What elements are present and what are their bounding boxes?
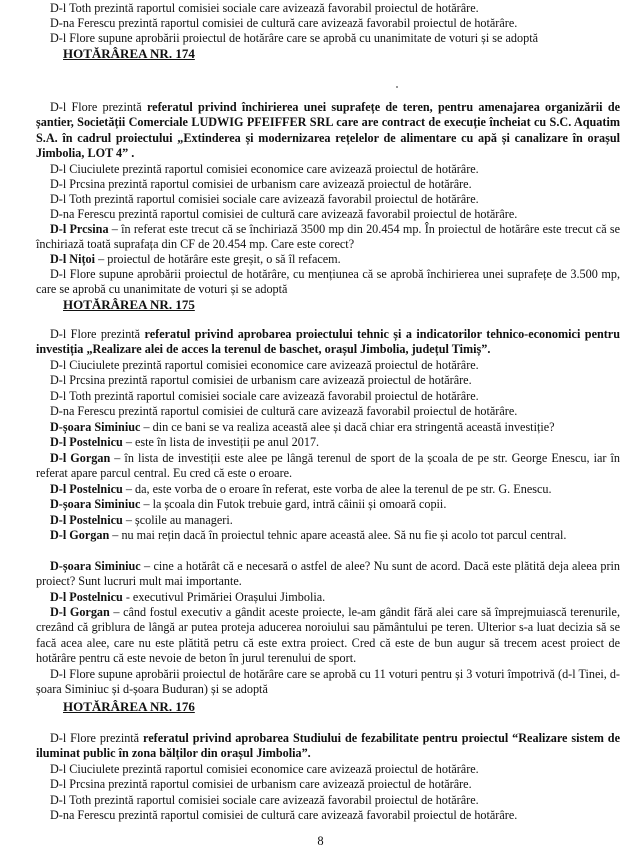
report-line: D-l Ciuciulete prezintă raportul comisiei economice care avizează proiectul de hotărâre. — [50, 358, 479, 372]
vote-paragraph: D-l Flore supune aprobării proiectul de hotărâre, cu mențiunea că se aprobă închirierea unei suprafețe de 3.500 mp, care se aprobă cu unanimitate de voturi și se adoptă — [36, 267, 620, 297]
dialogue-line: D-șoara Siminiuc – la școala din Futok trebuie gard, intră câinii și omoară copii. — [50, 497, 447, 511]
speaker: D-l Nițoi — [50, 252, 96, 266]
decision-heading: HOTĂRÂREA NR. 175 — [63, 297, 195, 312]
report-line: D-na Ferescu prezintă raportul comisiei de cultură care avizează favorabil proiectul de hotărâre. — [50, 404, 518, 418]
dialogue-line: D-l Prcsina – în referat este trecut că se închiriază 3500 mp din 20.454 mp. În proiectul de hotărâre este trecut că se închiriază toată suprafața din CF de 20.454 mp. Care este corect? — [36, 222, 621, 252]
dialogue-line: D-l Postelnicu - executivul Primăriei Orașului Jimbolia. — [50, 590, 326, 604]
report-line: D-l Prcsina prezintă raportul comisiei de urbanism care avizează proiectul de hotărâre. — [50, 777, 472, 791]
dialogue-line: D-șoara Siminiuc – din ce bani se va realiza această alee și dacă chiar era stringentă această investiție? — [50, 420, 555, 434]
report-line: D-l Toth prezintă raportul comisiei sociale care avizează favorabil proiectul de hotărâre. — [50, 389, 479, 403]
referat-paragraph: D-l Flore prezintă referatul privind aprobarea Studiului de fezabilitate pentru proiectul “Realizare sistem de iluminat public în zona bălților din orașul Jimbolia”. — [36, 731, 620, 761]
speaker: D-l Gorgan — [50, 528, 110, 542]
report-line: D-l Prcsina prezintă raportul comisiei de urbanism care avizează proiectul de hotărâre. — [50, 177, 472, 191]
speaker: D-șoara Siminiuc — [50, 559, 141, 573]
dialogue-line: D-l Gorgan – nu mai rețin dacă în proiectul tehnic apare această alee. Să nu fie și acolo tot parcul central. — [50, 528, 567, 542]
report-line: D-na Ferescu prezintă raportul comisiei de cultură care avizează favorabil proiectul de hotărâre. — [50, 207, 518, 221]
speaker: D-l Gorgan — [50, 451, 111, 465]
paragraph: D-l Flore supune aprobării proiectul de hotărâre care se aprobă cu unanimitate de voturi și se adoptă — [50, 31, 538, 45]
speaker: D-l Postelnicu — [50, 482, 123, 496]
dialogue-line: D-l Gorgan – în lista de investiții este alee pe lângă terenul de sport de la școala de pe str. George Enescu, iar în referat apare parcul central. Eu cred că este o eroare. — [36, 451, 620, 481]
report-line: D-l Ciuciulete prezintă raportul comisiei economice care avizează proiectul de hotărâre. — [50, 762, 479, 776]
speaker: D-l Postelnicu — [50, 435, 123, 449]
dialogue-line: D-l Gorgan – când fostul executiv a gândit aceste proiecte, le-am gândit fără alei care să împrejmuiască terenurile, crezând că griblura de lângă ar putea proteja aducerea noroiului sau pământului pe teren. Ulterior s-a luat decizia să se facă acea alee, care nu este plătită petru că este extra proiect. Cred că este de bun augur să trecem acest proiect de hotărâre pentru că este nevoie de beton în jurul terenului de sport. — [36, 605, 620, 666]
paragraph: D-na Ferescu prezintă raportul comisiei de cultură care avizează favorabil proiectul de hotărâre. — [50, 16, 518, 30]
decision-heading: HOTĂRÂREA NR. 176 — [63, 699, 195, 714]
report-line: D-na Ferescu prezintă raportul comisiei de cultură care avizează favorabil proiectul de hotărâre. — [50, 808, 518, 822]
referat-paragraph: D-l Flore prezintă referatul privind aprobarea proiectului tehnic și a indicatorilor tehnico-economici pentru investiția „Realizare alei de acces la terenul de baschet, orașul Jimbolia, județul Timiș”. — [36, 327, 620, 357]
referat-paragraph: D-l Flore prezintă referatul privind închirierea unei suprafețe de teren, pentru amenajarea organizării de șantier, Societății Comerciale LUDWIG PFEIFFER SRL care are contract de execuție încheiat cu S.C. Aquatim S.A. în cadrul proiectului „Extinderea și modernizarea rețelelor de alimentare cu apă și canalizare în orașul Jimbolia, LOT 4” . — [36, 100, 621, 161]
dialogue-line: D-l Nițoi – proiectul de hotărâre este greșit, o să îl refacem. — [50, 252, 341, 266]
speaker: D-l Postelnicu — [50, 513, 123, 527]
speaker: D-l Postelnicu — [50, 590, 123, 604]
dialogue-line: D-șoara Siminiuc – cine a hotărât că e necesară o astfel de alee? Nu sunt de acord. Dacă este plătită deja aleea prin proiect? Sunt lucruri mult mai importante. — [36, 559, 620, 589]
dialogue-line: D-l Postelnicu – da, este vorba de o eroare în referat, este vorba de alee la terenul de pe str. G. Enescu. — [50, 482, 552, 496]
dialogue-line: D-l Postelnicu – este în lista de investiții pe anul 2017. — [50, 435, 320, 449]
report-line: D-l Toth prezintă raportul comisiei sociale care avizează favorabil proiectul de hotărâre. — [50, 793, 479, 807]
page-number: 8 — [317, 834, 324, 848]
speaker: D-șoara Siminiuc — [50, 420, 141, 434]
paragraph: D-l Toth prezintă raportul comisiei sociale care avizează favorabil proiectul de hotărâre. — [50, 1, 479, 15]
decision-heading: HOTĂRÂREA NR. 174 — [63, 46, 195, 61]
report-line: D-l Ciuciulete prezintă raportul comisiei economice care avizează proiectul de hotărâre. — [50, 162, 479, 176]
report-line: D-l Toth prezintă raportul comisiei sociale care avizează favorabil proiectul de hotărâre. — [50, 192, 479, 206]
speaker: D-l Gorgan — [50, 605, 110, 619]
dialogue-line: D-l Postelnicu – școlile au manageri. — [50, 513, 233, 527]
speaker: D-șoara Siminiuc — [50, 497, 141, 511]
report-line: D-l Prcsina prezintă raportul comisiei de urbanism care avizează proiectul de hotărâre. — [50, 373, 472, 387]
scan-speck — [396, 86, 398, 88]
speaker: D-l Prcsina — [50, 222, 109, 236]
vote-paragraph: D-l Flore supune aprobării proiectul de hotărâre care se aprobă cu 11 voturi pentru și 3 voturi împotrivă (d-l Tinei, d-șoara Siminiuc și d-șoara Buduran) și se adoptă — [36, 667, 620, 697]
